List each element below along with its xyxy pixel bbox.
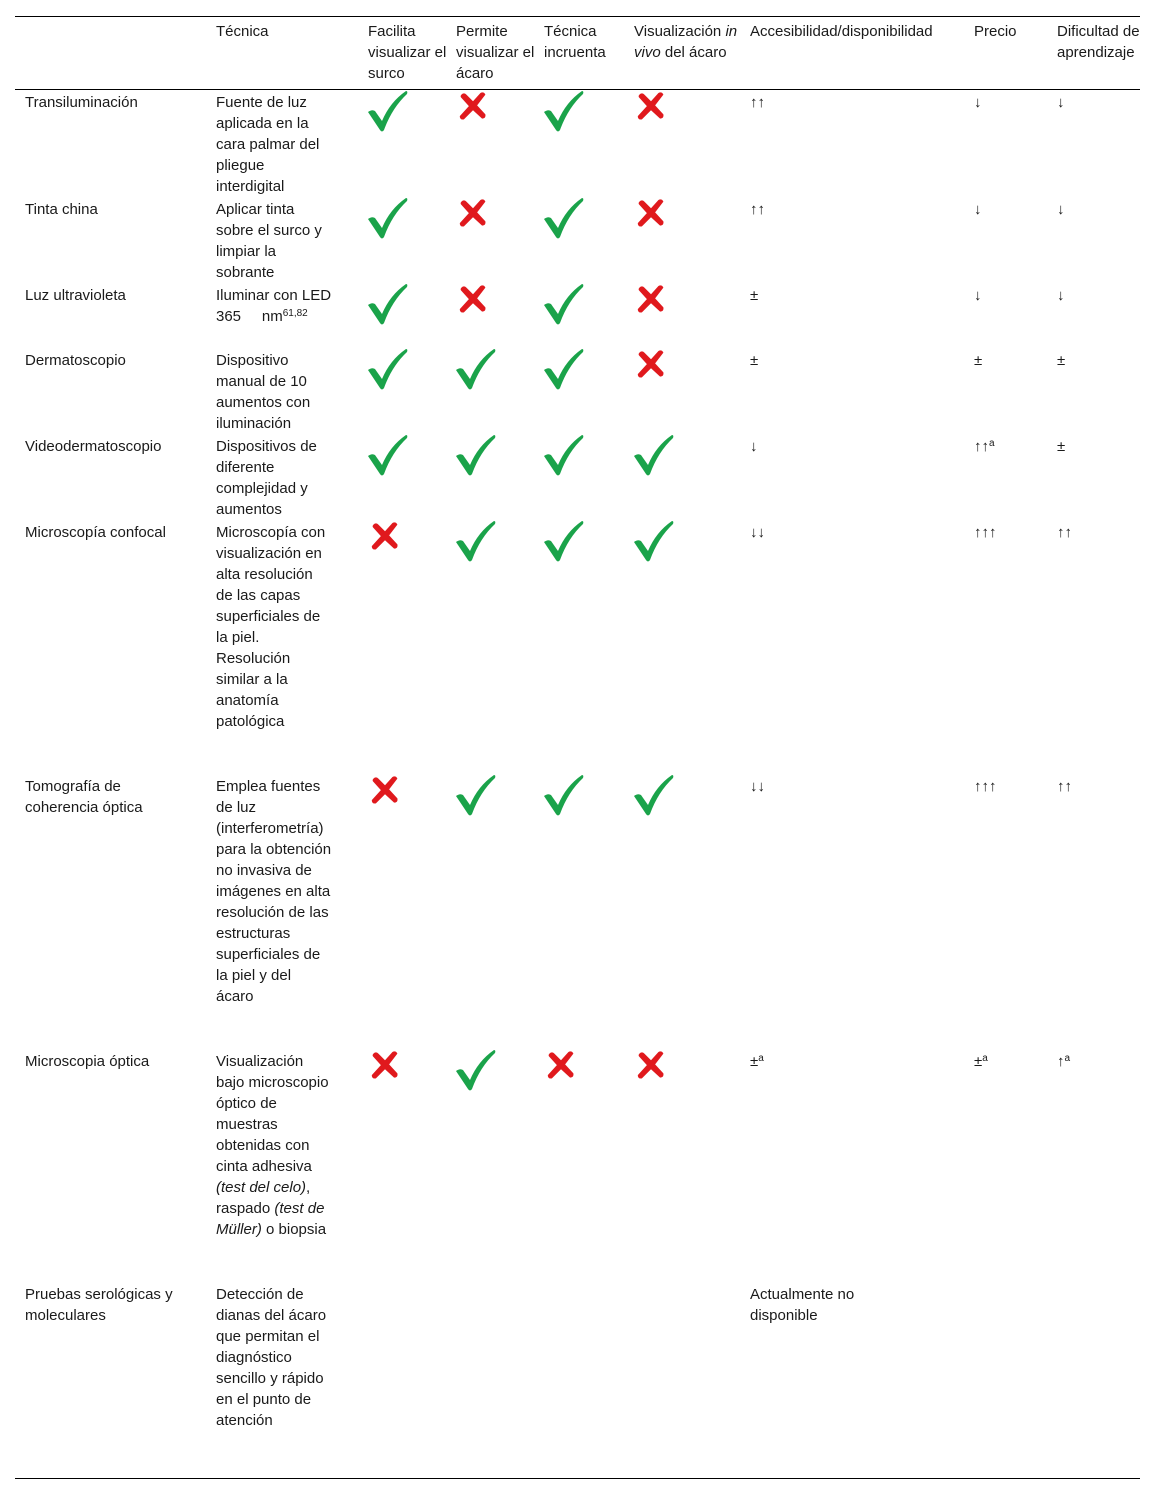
cross-icon <box>366 518 404 556</box>
header-visualizacion-italic: in vivo <box>634 23 738 61</box>
rating-accesibilidad: ↓↓ <box>750 524 765 541</box>
cross-icon <box>632 1047 670 1085</box>
row-tecnica-number: 365 <box>216 308 242 325</box>
header-facilita: Facilita visualizar el surco <box>368 23 447 82</box>
footnote-mark: a <box>982 1053 988 1064</box>
rating-accesibilidad <box>750 1051 965 1072</box>
check-icon <box>630 432 676 478</box>
cross-icon <box>454 88 492 126</box>
check-icon <box>364 432 410 478</box>
header-permite: Permite visualizar el ácaro <box>456 23 535 82</box>
header-dificultad: Dificultad de aprendizaje <box>1057 23 1140 61</box>
rating-precio-value: ± <box>974 1053 983 1070</box>
row-tecnica-text: Iluminar con LED <box>216 287 332 304</box>
rating-dificultad: ↑↑ <box>1057 524 1072 541</box>
check-icon <box>364 281 410 327</box>
row-name: Luz ultravioleta <box>25 287 126 304</box>
rating-accesibilidad-value: ± <box>750 1053 759 1070</box>
rating-accesibilidad: ↑↑ <box>750 94 765 111</box>
rating-accesibilidad: ± <box>750 287 759 304</box>
check-icon <box>452 518 498 564</box>
check-icon <box>540 281 586 327</box>
rating-precio-value: ↑↑ <box>974 438 989 455</box>
cross-icon <box>632 281 670 319</box>
header-visualizacion <box>634 21 744 63</box>
check-icon <box>364 88 410 134</box>
rating-dificultad: ± <box>1057 352 1066 369</box>
row-name: Tinta china <box>25 201 98 218</box>
row-tecnica: Microscopía con visualización en alta resolución de las capas superficiales de la piel. Resolución similar a la anatomía patológica <box>216 524 326 730</box>
check-icon <box>540 772 586 818</box>
table-bottom-rule <box>15 1478 1140 1479</box>
cross-icon <box>454 195 492 233</box>
cross-icon <box>366 1047 404 1085</box>
cross-icon <box>366 772 404 810</box>
row-tecnica: Dispositivos de diferente complejidad y aumentos <box>216 438 317 518</box>
row-name: Microscopía confocal <box>25 524 166 541</box>
check-icon <box>630 772 676 818</box>
rating-precio <box>974 436 1049 457</box>
rating-precio: ↓ <box>974 201 982 218</box>
check-icon <box>452 432 498 478</box>
cross-icon <box>632 346 670 384</box>
rating-precio: ± <box>974 352 983 369</box>
header-accesibilidad: Accesibilidad/disponibilidad <box>750 23 933 40</box>
row-tecnica <box>216 285 332 327</box>
check-icon <box>540 88 586 134</box>
check-icon <box>630 518 676 564</box>
rating-precio: ↑↑↑ <box>974 778 997 795</box>
row-tecnica-text: o biopsia <box>266 1221 327 1238</box>
rating-accesibilidad: ↑↑ <box>750 201 765 218</box>
rating-dificultad: ↓ <box>1057 287 1065 304</box>
row-name: Dermatoscopio <box>25 352 126 369</box>
check-icon <box>452 772 498 818</box>
header-precio: Precio <box>974 23 1017 40</box>
cross-icon <box>632 88 670 126</box>
row-tecnica-reference: 61,82 <box>282 308 308 319</box>
rating-dificultad: ↓ <box>1057 94 1065 111</box>
rating-accesibilidad: ↓ <box>750 438 758 455</box>
header-tecnica: Técnica <box>216 23 269 40</box>
check-icon <box>364 346 410 392</box>
check-icon <box>452 346 498 392</box>
row-tecnica-italic: (test del celo) <box>216 1179 307 1196</box>
rating-dificultad: ↑↑ <box>1057 778 1072 795</box>
rating-accesibilidad: ↓↓ <box>750 778 765 795</box>
row-name: Microscopia óptica <box>25 1053 150 1070</box>
check-icon <box>540 195 586 241</box>
rating-dificultad-value: ↑ <box>1057 1053 1065 1070</box>
rating-accesibilidad: ± <box>750 352 759 369</box>
row-name: Tomografía de coherencia óptica <box>25 778 143 816</box>
rating-precio: ↓ <box>974 287 982 304</box>
table-top-rule <box>15 16 1140 17</box>
row-tecnica: Detección de dianas del ácaro que permitan el diagnóstico sencillo y rápido en el punto de atención <box>216 1286 327 1429</box>
row-tecnica-text: Visualización bajo microscopio óptico de muestras obtenidas con cinta adhesiva <box>216 1053 329 1175</box>
cross-icon <box>454 281 492 319</box>
rating-dificultad: ± <box>1057 438 1066 455</box>
row-name: Transiluminación <box>25 94 138 111</box>
row-tecnica-unit: nm <box>261 308 283 325</box>
check-icon <box>540 346 586 392</box>
rating-dificultad <box>1057 1051 1149 1072</box>
row-tecnica-text: , raspado <box>216 1179 311 1217</box>
rating-precio <box>974 1051 1049 1072</box>
check-icon <box>452 1047 498 1093</box>
check-icon <box>540 518 586 564</box>
row-tecnica: Dispositivo manual de 10 aumentos con iluminación <box>216 352 311 432</box>
cross-icon <box>542 1047 580 1085</box>
check-icon <box>540 432 586 478</box>
footnote-mark: a <box>989 438 995 449</box>
rating-precio: ↓ <box>974 94 982 111</box>
header-incruenta: Técnica incruenta <box>544 23 606 61</box>
check-icon <box>364 195 410 241</box>
cross-icon <box>632 195 670 233</box>
header-visualizacion-post: del ácaro <box>664 44 727 61</box>
row-name: Pruebas serológicas y moleculares <box>25 1286 173 1324</box>
row-tecnica-italic: (test de Müller) <box>216 1200 325 1238</box>
footnote-mark: a <box>758 1053 764 1064</box>
row-tecnica: Emplea fuentes de luz (interferometría) para la obtención no invasiva de imágenes en alta resolución de las estructuras superficiales de la piel y del ácaro <box>216 778 332 1005</box>
row-tecnica <box>216 1051 332 1240</box>
footnote-mark: a <box>1064 1053 1071 1064</box>
rating-precio: ↑↑↑ <box>974 524 997 541</box>
row-tecnica: Fuente de luz aplicada en la cara palmar del pliegue interdigital <box>216 94 320 195</box>
rating-dificultad: ↓ <box>1057 201 1065 218</box>
row-tecnica: Aplicar tinta sobre el surco y limpiar la sobrante <box>216 201 322 281</box>
header-visualizacion-pre: Visualización <box>634 23 722 40</box>
rating-accesibilidad: Actualmente no disponible <box>750 1286 855 1324</box>
row-name: Videodermatoscopio <box>25 438 162 455</box>
